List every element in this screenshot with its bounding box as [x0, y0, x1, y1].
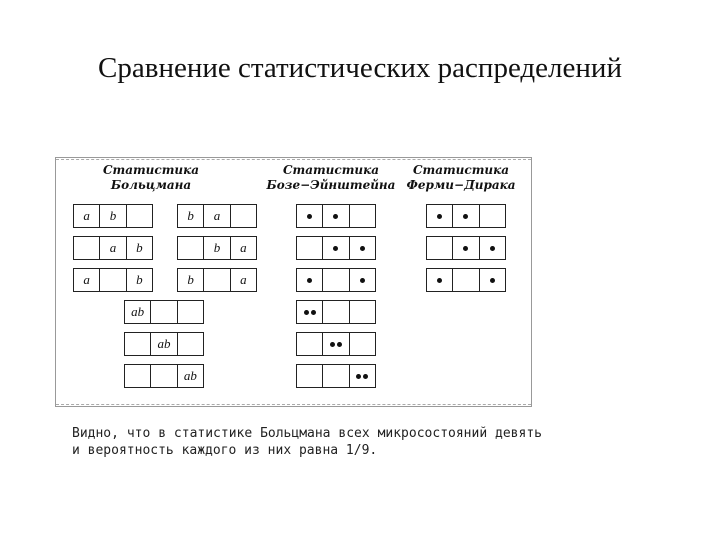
boltzmann-state: [124, 300, 204, 324]
state-cell: b: [204, 237, 230, 259]
bose-header-line1: Статистика: [282, 163, 380, 177]
state-cell: [151, 365, 177, 387]
state-cell: [350, 269, 375, 291]
fermi-header-line1: Статистика: [412, 163, 510, 177]
state-cell: [350, 365, 375, 387]
state-cell: a: [204, 205, 230, 227]
figure-top-rule: [56, 159, 531, 160]
state-cell: [297, 205, 323, 227]
state-cell: b: [100, 205, 126, 227]
bose-state: [296, 364, 376, 388]
state-cell: [297, 365, 323, 387]
bose-state: [296, 300, 376, 324]
bose-header-line2: Бозе−Эйнштейна: [266, 178, 396, 192]
state-cell: [178, 333, 203, 355]
particle-dot: [360, 246, 365, 251]
state-cell: [350, 205, 375, 227]
boltzmann-state: [177, 204, 257, 228]
particle-dot: [363, 374, 368, 379]
slide-title: Сравнение статистических распределений: [98, 52, 622, 84]
state-cell: [453, 269, 479, 291]
state-cell: [231, 205, 256, 227]
state-cell: [100, 269, 126, 291]
state-cell: a: [100, 237, 126, 259]
state-cell: [323, 333, 349, 355]
particle-dot: [437, 278, 442, 283]
fermi-state: [426, 204, 506, 228]
bose-state: [296, 268, 376, 292]
fermi-state: [426, 236, 506, 260]
state-cell: [178, 237, 204, 259]
state-cell: [480, 269, 505, 291]
boltzmann-header-line1: Статистика: [102, 163, 200, 177]
state-cell: [323, 301, 349, 323]
state-cell: [350, 333, 375, 355]
boltzmann-header-line2: Больцмана: [110, 178, 192, 192]
state-cell: a: [240, 272, 247, 287]
particle-dot: [356, 374, 361, 379]
state-cell: [297, 301, 323, 323]
state-cell: a: [74, 205, 100, 227]
fermi-state: [426, 268, 506, 292]
state-cell: [127, 205, 152, 227]
particle-dot: [360, 278, 365, 283]
state-cell: ab: [183, 368, 197, 383]
figure-caption: Видно, что в статистике Больцмана всех микросостояний девять и вероятность каждого из них равна 1/9.: [72, 426, 542, 458]
boltzmann-state: [73, 204, 153, 228]
particle-dot: [307, 214, 312, 219]
state-cell: [297, 237, 323, 259]
state-cell: ab: [125, 301, 151, 323]
state-cell: [204, 269, 230, 291]
boltzmann-state: [177, 236, 257, 260]
particle-dot: [333, 246, 338, 251]
boltzmann-state: [73, 236, 153, 260]
boltzmann-state: [73, 268, 153, 292]
bose-state: [296, 332, 376, 356]
state-cell: [74, 237, 100, 259]
state-cell: a: [74, 269, 100, 291]
state-cell: b: [178, 269, 204, 291]
state-cell: a: [240, 240, 247, 255]
figure-bottom-rule: [56, 404, 531, 405]
state-cell: [125, 333, 151, 355]
particle-dot: [490, 246, 495, 251]
state-cell: [178, 301, 203, 323]
particle-dot: [333, 214, 338, 219]
state-cell: [323, 205, 349, 227]
particle-dot: [307, 278, 312, 283]
state-cell: [297, 333, 323, 355]
bose-state: [296, 236, 376, 260]
state-cell: [427, 269, 453, 291]
bose-state: [296, 204, 376, 228]
fermi-header: [401, 163, 521, 193]
bose-header: [261, 163, 401, 193]
particle-dot: [463, 214, 468, 219]
state-cell: [453, 205, 479, 227]
state-cell: [480, 205, 505, 227]
state-cell: b: [178, 205, 204, 227]
state-cell: [323, 365, 349, 387]
particle-dot: [463, 246, 468, 251]
particle-dot: [337, 342, 342, 347]
particle-dot: [311, 310, 316, 315]
state-cell: [427, 237, 453, 259]
state-cell: ab: [151, 333, 177, 355]
boltzmann-header: [76, 163, 226, 193]
state-cell: [480, 237, 505, 259]
state-cell: b: [136, 272, 143, 287]
boltzmann-state: [124, 332, 204, 356]
fermi-header-line2: Ферми−Дирака: [406, 178, 516, 192]
state-cell: [125, 365, 151, 387]
state-cell: [151, 301, 177, 323]
state-cell: [323, 269, 349, 291]
particle-dot: [330, 342, 335, 347]
state-cell: [323, 237, 349, 259]
state-cell: [453, 237, 479, 259]
particle-dot: [437, 214, 442, 219]
boltzmann-state: [177, 268, 257, 292]
state-cell: [350, 301, 375, 323]
state-cell: [427, 205, 453, 227]
state-cell: [350, 237, 375, 259]
state-cell: b: [136, 240, 143, 255]
particle-dot: [304, 310, 309, 315]
distribution-figure: [55, 157, 532, 407]
boltzmann-state: [124, 364, 204, 388]
state-cell: [297, 269, 323, 291]
particle-dot: [490, 278, 495, 283]
